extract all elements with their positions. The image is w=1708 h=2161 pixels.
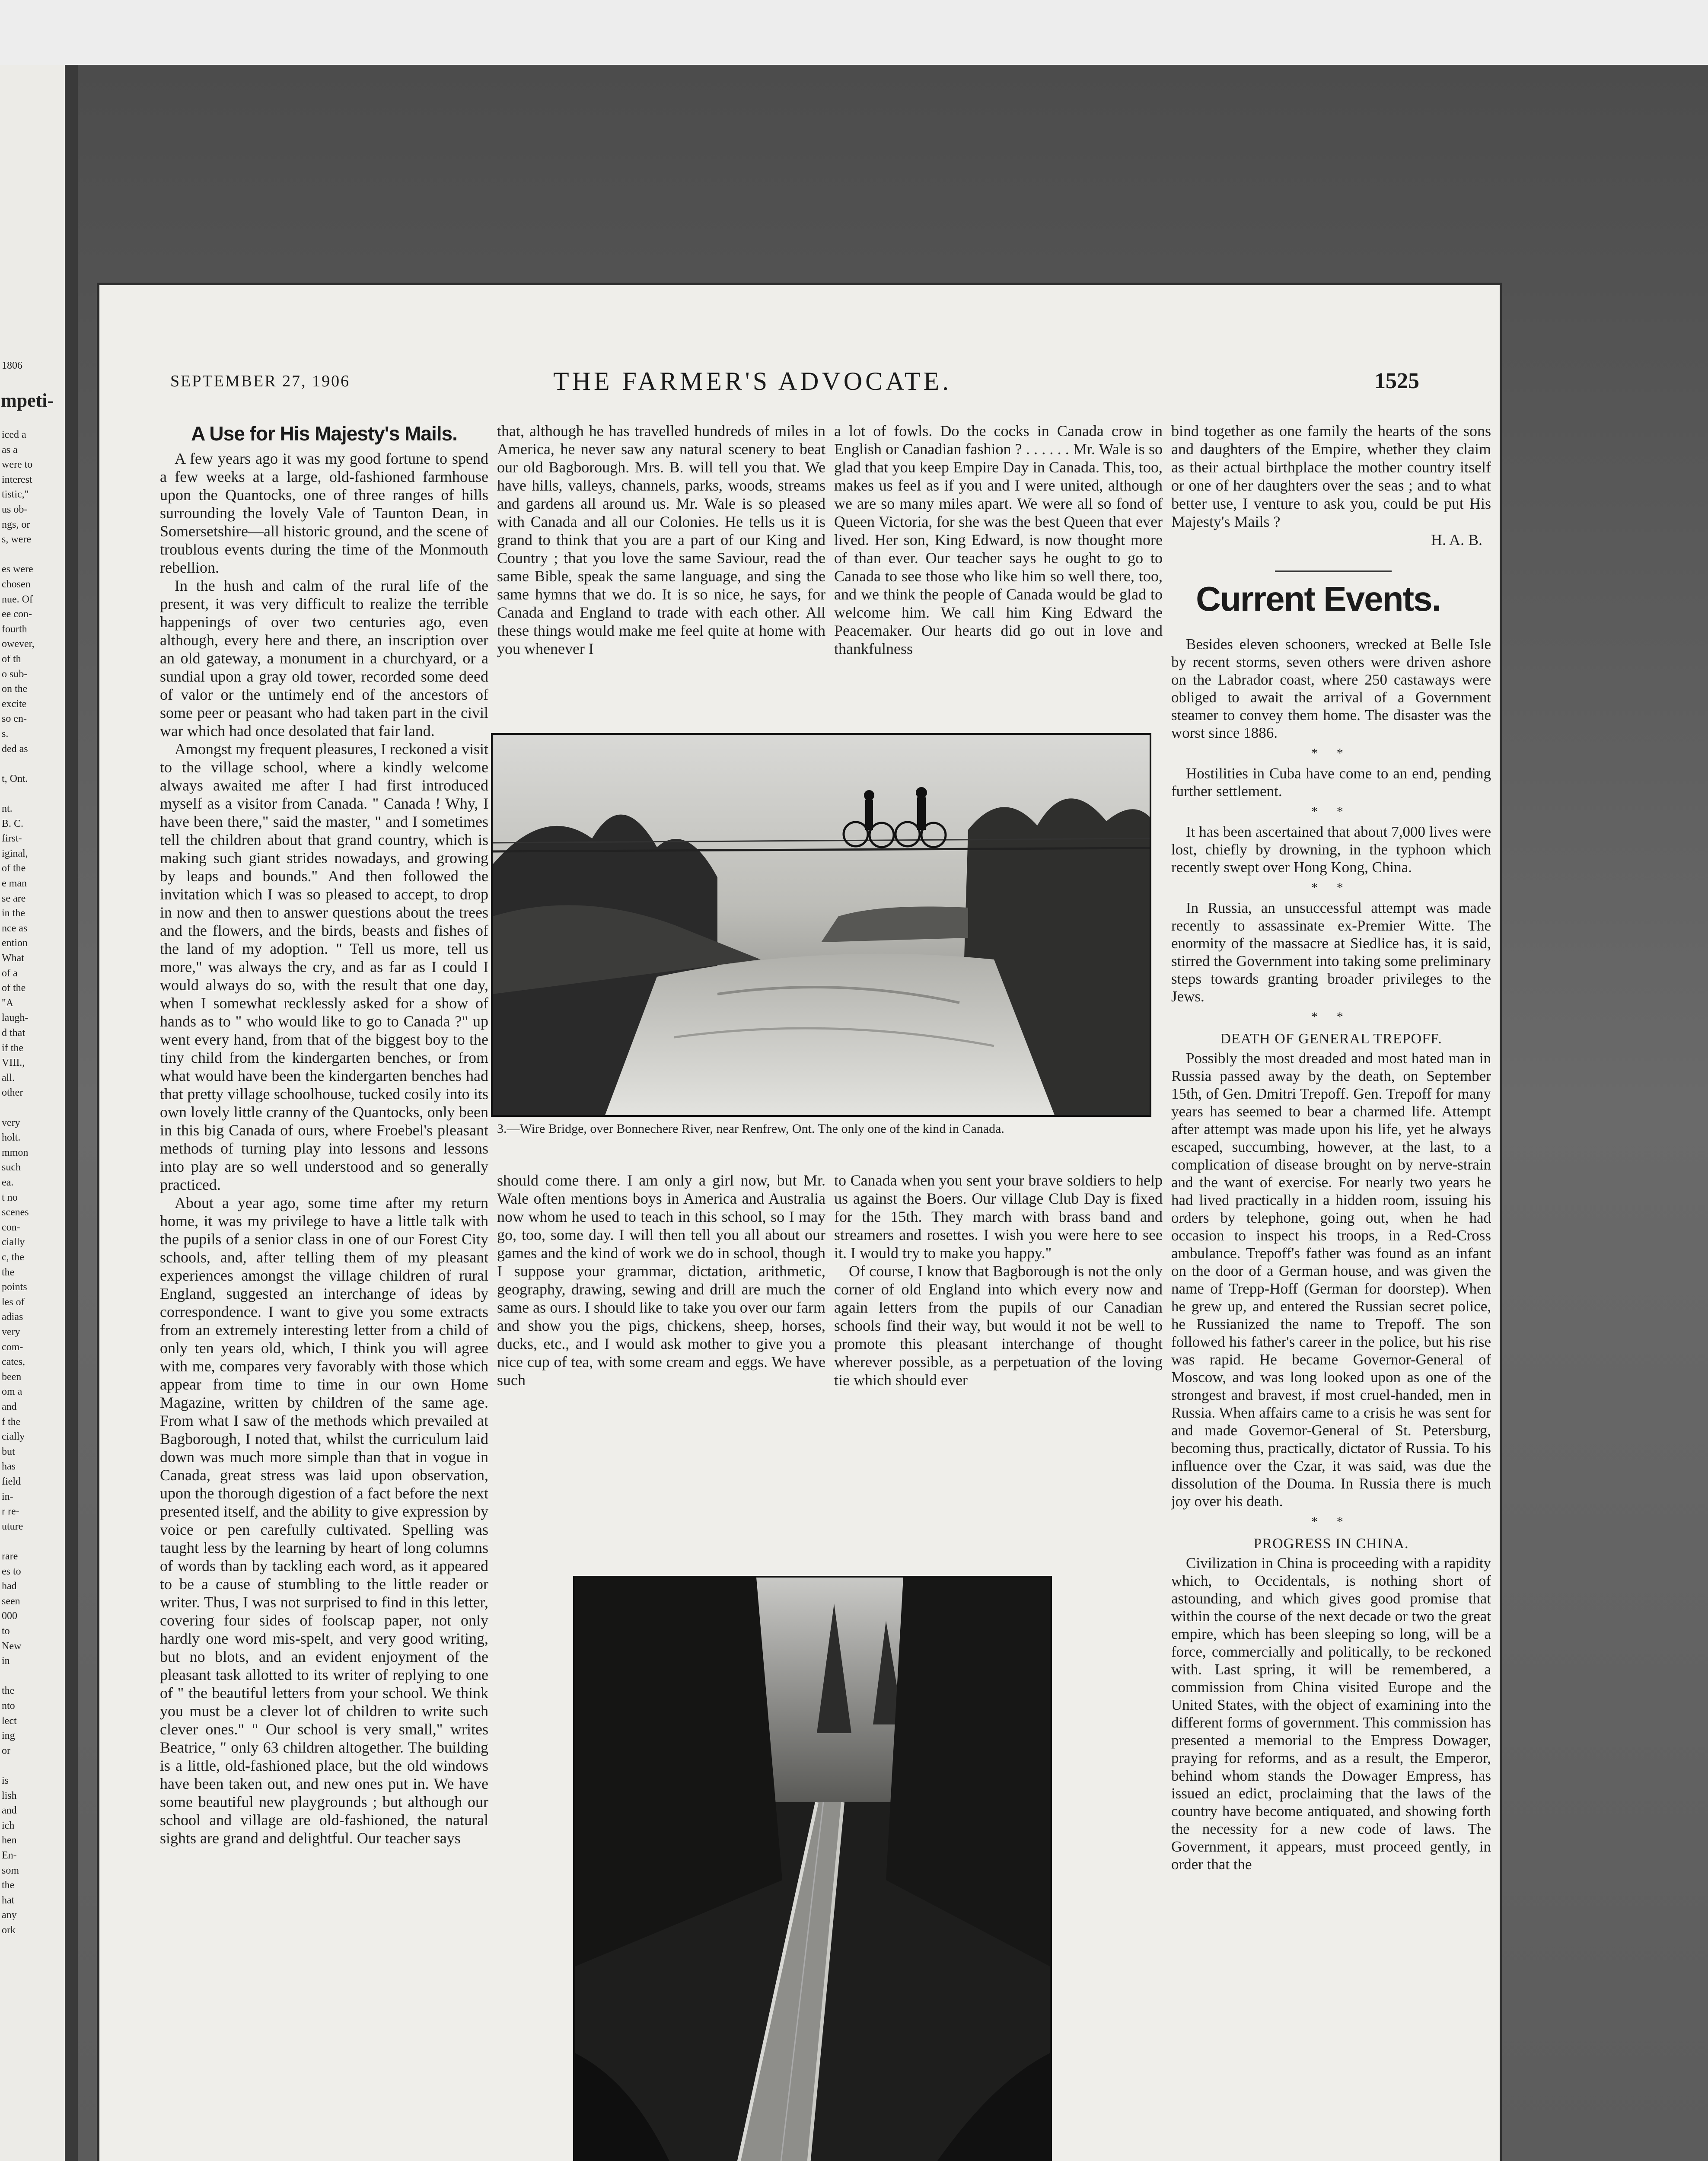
issue-date: SEPTEMBER 27, 1906	[170, 372, 351, 390]
prev-page-line: "A	[2, 997, 14, 1009]
prev-page-line: to	[2, 1626, 10, 1637]
prev-page-line: New	[2, 1640, 22, 1652]
photo-3-caption: 3.—Wire Bridge, over Bonnechere River, near Renfrew, Ont. The only one of the kind in Canada.	[497, 1122, 1004, 1136]
prev-page-line: om a	[2, 1386, 22, 1398]
article-column-2-top	[497, 422, 825, 658]
prev-page-line: ich	[2, 1820, 15, 1831]
prev-page-line: lish	[2, 1790, 17, 1801]
prev-page-line: is	[2, 1775, 9, 1786]
prev-page-line: con-	[2, 1221, 20, 1233]
prev-page-line: but	[2, 1446, 15, 1457]
prev-page-line: iginal,	[2, 848, 28, 859]
prev-page-line: in	[2, 1655, 10, 1667]
prev-page-line: the	[2, 1266, 15, 1278]
prev-page-line: les of	[2, 1296, 25, 1308]
article-paragraph: that, although he has travelled hundreds of miles in America, he never saw any natural scenery to beat our old Bagborough. Mrs. B. will tell you that. We have hills, valleys, channels, parks, woods, streams and gardens all around us. Mr. Wale is so pleased with Canada and all our Colonies. He tells us it is grand to think that you are a part of our King and Country ; that you love the same Saviour, read the same Bible, speak the same language, and sing the same hymns that we do. It is so nice, he says, for Canada and England to trade with each other. All these things would make me feel quite at home with you whenever I	[497, 422, 825, 657]
article-paragraph: to Canada when you sent your brave soldiers to help us against the Boers. Our village Club Day is fixed for the 15th. They march with brass band and streamers and rosettes. I wish you were here to see it. I would try to make you happy."	[834, 1172, 1163, 1262]
author-signature: H. A. B.	[1431, 531, 1482, 548]
prev-page-line: r re-	[2, 1506, 19, 1517]
photo-wire-bridge	[493, 735, 1150, 1115]
prev-page-line: has	[2, 1461, 16, 1473]
prev-page-line: o sub-	[2, 668, 28, 680]
prev-page-line: the	[2, 1880, 15, 1891]
prev-page-line: VIII.,	[2, 1057, 25, 1069]
prev-page-line: in-	[2, 1491, 13, 1502]
article-column-4-top	[1171, 422, 1491, 549]
prev-page-line: us ob-	[2, 504, 28, 515]
page-gutter	[65, 65, 78, 2161]
prev-page-line: chosen	[2, 579, 31, 590]
prev-page-line: been	[2, 1371, 22, 1383]
prev-page-line: such	[2, 1162, 21, 1173]
prev-page-line: of the	[2, 863, 26, 874]
prev-page-line: cially	[2, 1237, 25, 1248]
prev-page-line: rare	[2, 1551, 18, 1562]
prev-page-line: of a	[2, 967, 18, 979]
prev-page-line: field	[2, 1476, 21, 1487]
prev-page-line: were to	[2, 459, 33, 471]
prev-page-line: of th	[2, 653, 21, 665]
separator-stars: * *	[1311, 880, 1351, 895]
news-subheading: PROGRESS IN CHINA.	[1253, 1536, 1409, 1552]
prev-page-line: fourth	[2, 623, 27, 635]
prev-page-line: first-	[2, 833, 22, 845]
prev-page-line: and	[2, 1805, 17, 1817]
prev-page-line: very	[2, 1117, 20, 1128]
prev-page-line: nt.	[2, 803, 13, 814]
news-item: In Russia, an unsuccessful attempt was made recently to assassinate ex-Premier Witte. The enormity of the massacre at Siedlice has, it is said, stirred the Government into taking some preliminary steps towards granting broader privileges to the Jews.	[1171, 899, 1491, 1005]
prev-page-line: What	[2, 953, 24, 964]
previous-page-fragment	[0, 65, 65, 2161]
prev-page-line: seen	[2, 1595, 20, 1607]
masthead-title: THE FARMER'S ADVOCATE.	[553, 367, 952, 395]
prev-page-line: mmon	[2, 1147, 29, 1158]
prev-page-line: s.	[2, 728, 9, 739]
prev-page-line: tistic,"	[2, 489, 29, 500]
prev-page-title: mpeti-	[1, 390, 54, 411]
prev-page-line: other	[2, 1087, 23, 1099]
prev-page-line: uture	[2, 1520, 23, 1532]
article-column-2-bottom	[497, 1171, 825, 1389]
news-item: Civilization in China is proceeding with a rapidity which, to Occidentals, is nothing short of astounding, and which gives good promise that within the course of the next decade or two the great empire, which has been sleeping so long, will be a force, commercially and politically, to be reckoned with. Last spring, it will be remembered, a commission from China visited Europe and the United States, with the object of examining into the different forms of government. This commission has presented a memorial to the Empress Dowager, praying for reforms, and as a result, the Emperor, behind whom stands the Dowager Empress, has issued an edict, proclaiming that the laws of the country have become antiquated, and showing forth the necessity for a new code of laws. The Government, it appears, must proceed gently, in order that the	[1171, 1555, 1491, 1873]
prev-page-line: all.	[2, 1072, 15, 1084]
prev-page-line: owever,	[2, 638, 35, 650]
article-paragraph: a lot of fowls. Do the cocks in Canada crow in English or Canadian fashion ? . . . . . . Mr. Wale is so glad that you keep Empire Day in Canada. This, too, makes us feel as if you and I were united, although we are so many miles apart. We were all so fond of Queen Victoria, for she was the best Queen that ever lived. Her son, King Edward, is now thought more of than ever. Our teacher says he ought to go to Canada to see those who like him so well there, too, and we think the people of Canada would be glad to welcome him. We call him King Edward the Peacemaker. Our hearts did go out in love and thankfulness	[834, 422, 1163, 657]
prev-page-header: 1806	[2, 360, 22, 371]
prev-page-line: B. C.	[2, 818, 24, 829]
article-paragraph: In the hush and calm of the rural life of the present, it was very difficult to realize the terrible happenings of over two centuries ago, even although, every here and there, an inscription over an old gateway, a monument in a churchyard, or a sundial upon a gray old tower, recorded some deed of valor or the untimely end of the ancestors of some peer or peasant who had taken part in the civil war which had once desolated that fair land.	[160, 577, 488, 739]
prev-page-line: of the	[2, 982, 26, 994]
article-title: A Use for His Majesty's Mails.	[191, 422, 457, 445]
prev-page-line: nto	[2, 1700, 15, 1712]
separator-stars: * *	[1311, 1010, 1351, 1024]
news-item: Hostilities in Cuba have come to an end, pending further settlement.	[1171, 765, 1491, 800]
prev-page-line: very	[2, 1326, 20, 1338]
prev-page-line: c, the	[2, 1252, 24, 1263]
prev-page-line: t no	[2, 1192, 18, 1203]
prev-page-line: the	[2, 1685, 15, 1697]
prev-page-line: lect	[2, 1715, 17, 1727]
prev-page-line: iced a	[2, 429, 26, 440]
prev-page-line: so en-	[2, 713, 27, 725]
newspaper-page	[99, 285, 1500, 2161]
prev-page-line: ork	[2, 1925, 16, 1936]
prev-page-line: or	[2, 1745, 10, 1756]
prev-page-line: laugh-	[2, 1012, 29, 1024]
article-paragraph: should come there. I am only a girl now, but Mr. Wale often mentions boys in America and Australia now whom he used to teach in this school, so I may go, too, some day. I will then tell you all about our games and the kind of work we do in school, though I suppose your grammar, dictation, arithmetic, geography, drawing, sewing and drill are much the same as ours. I should like to take you over our farm and show you the pigs, chickens, sheep, horses, ducks, etc., and I would ask mother to give you a nice cup of tea, with some cream and eggs. We have such	[497, 1172, 825, 1389]
prev-page-line: cates,	[2, 1356, 25, 1368]
swinging-bridge-photo	[575, 1578, 1050, 2161]
separator-stars: * *	[1311, 804, 1351, 819]
prev-page-line: excite	[2, 698, 27, 710]
prev-page-line: ded as	[2, 743, 28, 755]
wire-bridge-photo	[493, 735, 1150, 1115]
section-rule	[1275, 571, 1392, 572]
prev-page-line: scenes	[2, 1207, 29, 1218]
prev-page-line: hen	[2, 1835, 17, 1846]
photo-swinging-bridge	[575, 1578, 1050, 2161]
prev-page-line: cially	[2, 1431, 25, 1443]
separator-stars: * *	[1311, 1514, 1351, 1529]
prev-page-line: ing	[2, 1730, 15, 1742]
prev-page-line: on the	[2, 683, 28, 695]
article-paragraph: About a year ago, some time after my return home, it was my privilege to have a little talk with the pupils of a senior class in one of our Forest City schools, and, after telling them of my pleasant experiences amongst the village children of rural England, suggested an interchange of ideas by correspondence. I want to give you some extracts from an extremely interesting letter from a child of only ten years old, which, I think you will agree with me, compares very favorably with those which appear from time to time in our own Home Magazine, written by children of the same age. From what I saw of the methods which prevailed at Bagborough, I noted that, whilst the curriculum laid down was much more simple than that in vogue in Canada, great stress was laid upon observation, upon the thorough digestion of a fact before the next presented itself, and the ability to give expression by voice or pen carefully cultivated. Spelling was taught less by the learning by heart of long columns of words than by tackling each word, as it appeared to be a cause of stumbling to the little reader or writer. Thus, I was not surprised to find in this letter, covering four sides of foolscap paper, not only hardly one word mis-spelt, and very good writing, but no blots, and an evident enjoyment of the pleasant task allotted to its writer of replying to one of " the beautiful letters from your school. We think you must be a clever lot of children to write such clever ones." " Our school is very small," writes Beatrice, " only 63 children altogether. The building is a little, old-fashioned place, but the old windows have been taken out, and new ones put in. We have some beautiful new playgrounds ; but although our school and village are old-fashioned, the natural sights are grand and delightful. Our teacher says	[160, 1194, 488, 1847]
prev-page-line: points	[2, 1281, 27, 1293]
prev-page-line: as a	[2, 444, 18, 456]
prev-page-line: 000	[2, 1610, 17, 1622]
news-item: Possibly the most dreaded and most hated man in Russia passed away by the death, on September 15th, of Gen. Dmitri Trepoff. Gen. Trepoff for many years has seemed to bear a charmed life. Attempt after attempt was made upon his life, yet he always escaped, succumbing, however, at the last, to a complication of disease brought on by nerve-strain and the want of exercise. For nearly two years he had lived practically in a hidden room, issuing his orders by telephone, going out, when he had occasion to inspect his troops, in a Red-Cross ambulance. Trepoff's father was found as an infant on the door of a German house, and was given the name of Trepp-Hoff (German for doorstep). When he grew up, and entered the Russian secret police, he Russianized the name to Trepoff. The son followed his father's career in the police, but his rise was rapid. He became Governor-General of Moscow, and was long looked upon as one of the strongest and bravest, if most cruel-handed, men in Russia. When affairs came to a crisis he was sent for and made Governor-General of St. Petersburg, becoming thus, practically, dictator of Russia. To his influence over the Czar, it was said, was due the dissolution of the Douma. In Russia there is much joy over his death.	[1171, 1050, 1491, 1510]
article-column-3-top	[834, 422, 1163, 658]
article-paragraph: bind together as one family the hearts of the sons and daughters of the Empire, whether they claim as their actual birthplace the mother country itself or one of her daughters over the seas ; and to what better use, I venture to ask you, could be put His Majesty's Mails ?	[1171, 422, 1491, 530]
prev-page-line: interest	[2, 474, 32, 485]
prev-page-line: f the	[2, 1416, 21, 1428]
news-subheading: DEATH OF GENERAL TREPOFF.	[1220, 1031, 1442, 1047]
article-column-3-bottom	[834, 1171, 1163, 1389]
prev-page-line: holt.	[2, 1132, 21, 1144]
prev-page-line: s, were	[2, 534, 31, 545]
news-item: It has been ascertained that about 7,000 lives were lost, chiefly by drowning, in the typhoon which recently swept over Hong Kong, China.	[1171, 823, 1491, 876]
prev-page-line: som	[2, 1865, 19, 1876]
prev-page-line: En-	[2, 1850, 17, 1861]
prev-page-line: nce as	[2, 922, 28, 934]
prev-page-line: ention	[2, 937, 28, 949]
prev-page-line: d that	[2, 1027, 25, 1039]
prev-page-line: and	[2, 1401, 17, 1412]
prev-page-line: se are	[2, 892, 26, 904]
news-item: Besides eleven schooners, wrecked at Belle Isle by recent storms, seven others were driven ashore on the Labrador coast, where 250 castaways were obliged to await the arrival of a Government steamer to convey them home. The disaster was the worst since 1886.	[1171, 636, 1491, 741]
article-column-1	[160, 449, 488, 1847]
prev-page-line: if the	[2, 1042, 23, 1054]
prev-page-line: e man	[2, 878, 27, 889]
article-paragraph: A few years ago it was my good fortune to spend a few weeks at a large, old-fashioned farmhouse upon the Quantocks, one of three ranges of hills surrounding the lovely Vale of Taunton Dean, in Somersetshire—all historic ground, and the scene of troublous events during the time of the Monmouth rebellion.	[160, 450, 488, 576]
current-events-title: Current Events.	[1196, 580, 1440, 618]
prev-page-line: es to	[2, 1565, 21, 1577]
article-paragraph: Amongst my frequent pleasures, I reckoned a visit to the village school, where a kindly welcome always awaited me after I had first introduced myself as a visitor from Canada. " Canada ! Why, I have been there," said the master, " and I sometimes tell the children about that grand country, which is making such giant strides nowadays, and growing by leaps and bounds." And then followed the invitation which I was so pleased to accept, to drop in now and then to answer questions about the trees and the flowers, and the birds, beasts and fishes of the land of my adoption. " Tell us more, tell us more," was always the cry, and as far as I could I would always do so, with the result that one day, when I somewhat recklessly asked for a show of hands as to " who would like to go to Canada ?" up went every hand, from that of the biggest boy to the tiny child from the kindergarten benches, or from what would have been the kindergarten benches had that pretty village schoolhouse, tucked cosily into its own lovely little cranny of the Quantocks, only been in this big Canada of ours, where Froebel's pleasant methods of turning play into lessons and lessons into play are so well understood and so generally practiced.	[160, 740, 488, 1193]
prev-page-line: nue. Of	[2, 593, 33, 605]
page-number: 1525	[1374, 369, 1419, 393]
prev-page-line: t, Ont.	[2, 773, 28, 784]
prev-page-line: had	[2, 1581, 17, 1592]
prev-page-line: hat	[2, 1894, 15, 1906]
prev-page-line: ee con-	[2, 609, 32, 620]
current-events-column	[1171, 635, 1491, 1873]
separator-stars: * *	[1311, 746, 1351, 760]
prev-page-line: any	[2, 1909, 17, 1921]
article-paragraph: Of course, I know that Bagborough is not the only corner of old England into which every now and again letters from the pupils of our Canadian schools find their way, but would it not be well to promote this pleasant interchange of thought wherever possible, as a perpetuation of the loving tie which should ever	[834, 1262, 1163, 1389]
prev-page-line: ngs, or	[2, 519, 30, 530]
prev-page-line: adias	[2, 1311, 23, 1323]
prev-page-line: es were	[2, 564, 33, 575]
prev-page-line: in the	[2, 908, 25, 919]
prev-page-line: com-	[2, 1341, 23, 1353]
prev-page-line: ea.	[2, 1177, 14, 1188]
